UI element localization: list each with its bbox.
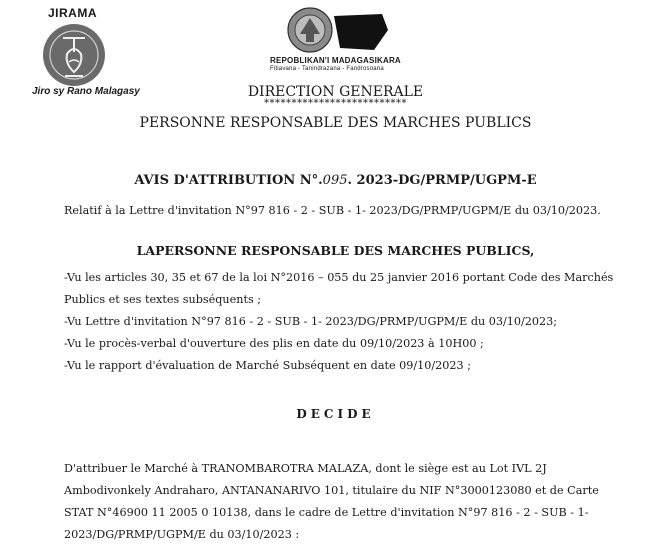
state-label: REPOBLIKAN'I MADAGASIKARA (270, 56, 401, 65)
decision-line: D'attribuer le Marché à TRANOMBAROTRA MALAZA, dont le siège est au Lot IVL 2J (64, 462, 547, 475)
relatif-line: Relatif à la Lettre d'invitation N°97 816 - 2 - SUB - 1- 2023/DG/PRMP/UGPM/E du 03/10/2023. (64, 204, 601, 217)
vu-item: -Vu le rapport d'évaluation de Marché Subséquent en date 09/10/2023 ; (64, 359, 471, 372)
title-separator: ************************** (264, 98, 407, 109)
vu-item: -Vu le procès-verbal d'ouverture des plis en date du 09/10/2023 à 10H00 ; (64, 337, 484, 350)
avis-title (0, 173, 671, 188)
decision-line: STAT N°46900 11 2005 0 10138, dans le cadre de Lettre d'invitation N°97 816 - 2 - SUB - 1- (64, 506, 589, 519)
avis-suffix: . 2023-DG/PRMP/UGPM-E (347, 173, 537, 188)
coat-of-arms-icon (270, 4, 400, 56)
decision-line: Ambodivonkely Andraharo, ANTANANARIVO 101, titulaire du NIF N°3000123080 et de Carte (64, 484, 599, 497)
prmp-title: PERSONNE RESPONSABLE DES MARCHES PUBLICS (139, 115, 532, 131)
org-name: JIRAMA (48, 6, 98, 20)
vu-item: -Vu les articles 30, 35 et 67 de la loi N°2016 – 055 du 25 janvier 2016 portant Code des Marchés (64, 271, 614, 284)
decide-heading: DECIDE (296, 407, 375, 421)
avis-number: 095 (322, 173, 348, 188)
jirama-emblem-icon (43, 24, 105, 86)
direction-title: DIRECTION GENERALE (247, 84, 424, 100)
lapersonne-heading: LAPERSONNE RESPONSABLE DES MARCHES PUBLICS, (136, 243, 535, 258)
vu-item: -Vu Lettre d'invitation N°97 816 - 2 - SUB - 1- 2023/DG/PRMP/UGPM/E du 03/10/2023; (64, 315, 558, 328)
republic-emblem (270, 4, 410, 76)
state-motto: Fitiavana - Tanindrazana - Fandrosoana (270, 66, 384, 72)
avis-prefix: AVIS D'ATTRIBUTION N°. (134, 173, 323, 188)
vu-item: Publics et ses textes subséquents ; (64, 293, 262, 306)
decision-line: 2023/DG/PRMP/UGPM/E du 03/10/2023 : (64, 528, 300, 541)
org-tagline: Jiro sy Rano Malagasy (32, 86, 140, 97)
